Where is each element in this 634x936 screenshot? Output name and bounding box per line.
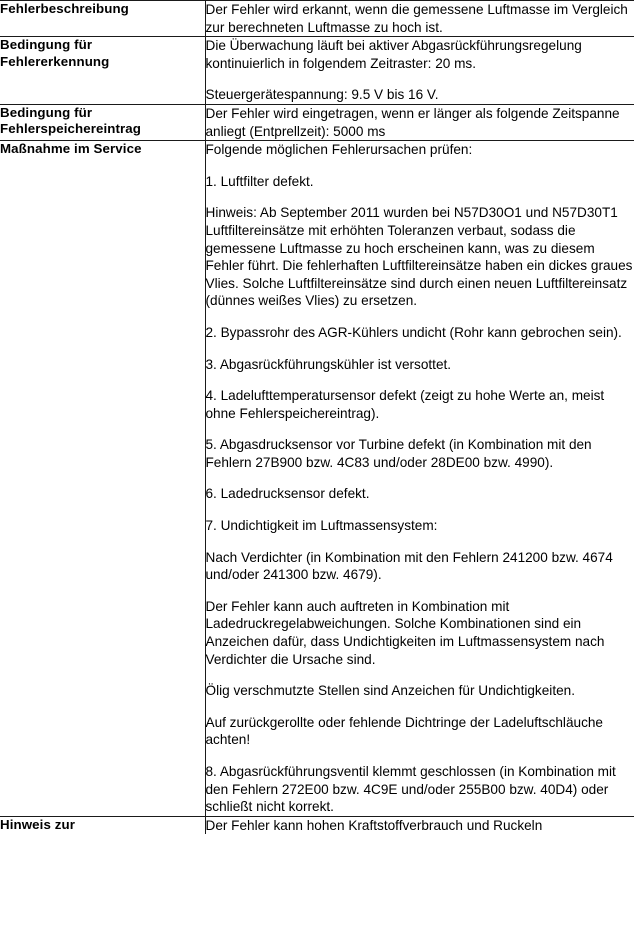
- paragraph-cause-5: 5. Abgasdrucksensor vor Turbine defekt (in Kombination mit den Fehlern 27B900 bzw. 4C83 und/oder 28DE00 bzw. 4990).: [205, 437, 592, 470]
- row-value-bedingung-fehlererkennung: [205, 37, 634, 105]
- paragraph-cause-7: 7. Undichtigkeit im Luftmassensystem:: [205, 518, 438, 534]
- row-label-bedingung-fehlererkennung: [0, 37, 205, 105]
- table-body: [0, 1, 634, 835]
- label-line: Hinweis zur: [0, 816, 75, 832]
- paragraph-cause-2: 2. Bypassrohr des AGR-Kühlers undicht (Rohr kann gebrochen sein).: [205, 324, 622, 340]
- paragraph-cause-7a: Nach Verdichter (in Kombination mit den Fehlern 241200 bzw. 4674 und/oder 241300 bzw. 4679).: [205, 549, 613, 583]
- row-label-bedingung-fehlerspeichereintrag: [0, 104, 205, 140]
- label-line: Maßnahme im Service: [0, 141, 142, 157]
- row-label-fehlerbeschreibung: [0, 1, 205, 37]
- table-row-massnahme-im-service: [0, 141, 634, 817]
- table-row-bedingung-fehlerspeichereintrag: [0, 104, 634, 140]
- label-line: Fehlererkennung: [0, 53, 110, 69]
- table-row-hinweis-zur: [0, 816, 634, 834]
- row-value-fehlerbeschreibung: [205, 1, 634, 37]
- paragraph: Die Überwachung läuft bei aktiver Abgasrückführungsregelung kontinuierlich in folgendem Zeitraster: 20 ms.: [205, 38, 582, 71]
- paragraph-cause-7c: Ölig verschmutzte Stellen sind Anzeichen für Undichtigkeiten.: [205, 683, 575, 699]
- paragraph-cause-7d: Auf zurückgerollte oder fehlende Dichtringe der Ladeluftschläuche achten!: [205, 714, 603, 748]
- label-line: Fehlerspeichereintrag: [0, 121, 142, 137]
- table-row-bedingung-fehlererkennung: [0, 37, 634, 105]
- row-label-hinweis-zur: [0, 816, 205, 834]
- paragraph-cause-3: 3. Abgasrückführungskühler ist versottet.: [205, 356, 452, 372]
- paragraph-cause-7b: Der Fehler kann auch auftreten in Kombination mit Ladedruckregelabweichungen. Solche Kombinationen sind ein Anzeichen dafür, dass Undichtigkeiten im Luftmassensystem nach Verdichter die Ursache sind.: [205, 598, 605, 667]
- row-label-massnahme-im-service: [0, 141, 205, 817]
- paragraph-intro: Folgende möglichen Fehlerursachen prüfen:: [205, 142, 473, 158]
- paragraph-note: Hinweis: Ab September 2011 wurden bei N57D30O1 und N57D30T1 Luftfiltereinsätze mit erhöhten Toleranzen verbaut, sodass die gemessene Luftmasse zu hoch erscheinen kann, was zu diesem Fehler führt. Die fehlerhaften Luftfiltereinsätze haben ein dickes graues Vlies. Solche Luftfiltereinsätze sind durch einen neuen Luftfiltereinsatz (dünnes weißes Vlies) zu ersetzen.: [205, 205, 633, 309]
- row-value-hinweis-zur: [205, 816, 634, 834]
- row-value-bedingung-fehlerspeichereintrag: [205, 104, 634, 140]
- label-line: Bedingung für: [0, 37, 93, 53]
- row-value-massnahme-im-service: [205, 141, 634, 817]
- paragraph-cause-6: 6. Ladedrucksensor defekt.: [205, 486, 370, 502]
- paragraph-cause-8: 8. Abgasrückführungsventil klemmt geschlossen (in Kombination mit den Fehlern 272E00 bzw. 4C9E und/oder 255B00 bzw. 40D4) oder schließt nicht korrekt.: [205, 764, 616, 815]
- paragraph: Der Fehler wird eingetragen, wenn er länger als folgende Zeitspanne anliegt (Entprellzeit): 5000 ms: [205, 105, 620, 139]
- label-line: Bedingung für: [0, 104, 93, 120]
- paragraph: Steuergerätespannung: 9.5 V bis 16 V.: [205, 87, 439, 103]
- paragraph: Der Fehler kann hohen Kraftstoffverbrauch und Ruckeln: [205, 817, 543, 833]
- paragraph-cause-4: 4. Ladelufttemperatursensor defekt (zeigt zu hohe Werte an, meist ohne Fehlerspeichereintrag).: [205, 388, 605, 421]
- paragraph-cause-1: 1. Luftfilter defekt.: [205, 173, 314, 189]
- table-row-fehlerbeschreibung: [0, 1, 634, 37]
- label-line: Fehlerbeschreibung: [0, 1, 129, 16]
- paragraph: Der Fehler wird erkannt, wenn die gemessene Luftmasse im Vergleich zur berechneten Luftmasse zu hoch ist.: [205, 2, 628, 35]
